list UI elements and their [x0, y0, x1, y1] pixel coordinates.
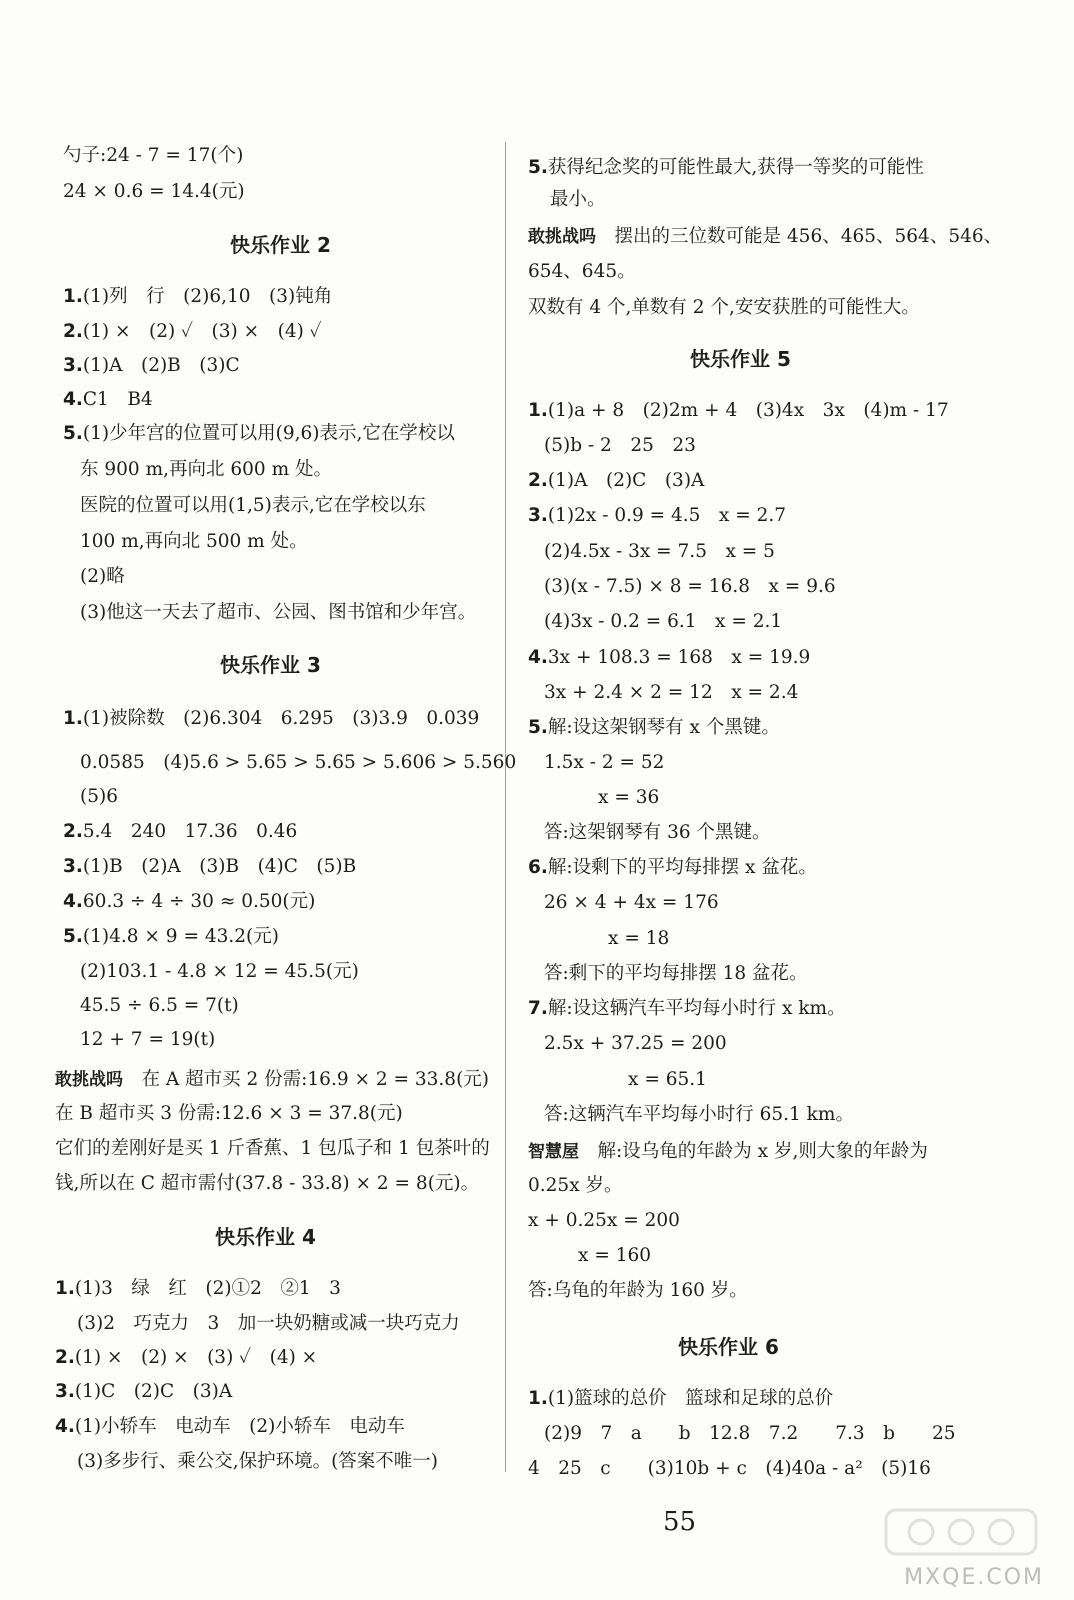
- section-title: 快乐作业 3: [220, 653, 321, 677]
- answer-line: (3)多步行、乘公交,保护环境。(答案不唯一): [77, 1451, 439, 1472]
- answer-line: 医院的位置可以用(1,5)表示,它在学校以东: [80, 495, 426, 516]
- answer-line: 3x + 2.4 × 2 = 12 x = 2.4: [544, 682, 799, 703]
- item-number: 7.: [528, 998, 548, 1019]
- answer-line: 1.(1)列 行 (2)6,10 (3)钝角: [63, 286, 333, 307]
- answer-line: 12 + 7 = 19(t): [80, 1029, 216, 1050]
- answer-line: 45.5 ÷ 6.5 = 7(t): [80, 995, 239, 1016]
- item-number: 4.: [528, 647, 548, 668]
- item-number: 3.: [63, 856, 83, 877]
- answer-line: 6.解:设剩下的平均每排摆 x 盆花。: [528, 857, 817, 878]
- answer-line: 0.0585 (4)5.6 > 5.65 > 5.65 > 5.606 > 5.560: [80, 752, 517, 773]
- answer-line: 1.5x - 2 = 52: [544, 752, 665, 773]
- item-number: 2.: [63, 321, 83, 342]
- answer-line: 1.(1)篮球的总价 篮球和足球的总价: [528, 1388, 834, 1409]
- answer-line: (3)他这一天去了超市、公园、图书馆和少年宫。: [80, 602, 477, 623]
- answer-line: (5)6: [80, 786, 118, 807]
- challenge-label: 敢挑战吗: [528, 227, 596, 247]
- item-number: 4.: [63, 891, 83, 912]
- text-line: 勺子:24 - 7 = 17(个): [63, 145, 244, 166]
- answer-line: 4.60.3 ÷ 4 ÷ 30 ≈ 0.50(元): [63, 891, 316, 912]
- answer-line: 2.5.4 240 17.36 0.46: [63, 821, 298, 842]
- challenge-line: 敢挑战吗 摆出的三位数可能是 456、465、564、546、: [528, 226, 1003, 247]
- answer-line: 答:这辆汽车平均每小时行 65.1 km。: [544, 1104, 854, 1125]
- answer-line: (2)9 7 a b 12.8 7.2 7.3 b 25: [544, 1423, 956, 1444]
- section-title: 快乐作业 4: [215, 1225, 316, 1249]
- answer-line: 2.(1) × (2) ✓ (3) × (4) ✓: [63, 321, 322, 342]
- answer-line: 26 × 4 + 4x = 176: [544, 892, 719, 913]
- text-line: 24 × 0.6 = 14.4(元): [63, 181, 245, 202]
- section-title: 快乐作业 5: [690, 347, 791, 371]
- answer-line: 5.解:设这架钢琴有 x 个黑键。: [528, 717, 780, 738]
- item-number: 2.: [63, 821, 83, 842]
- item-number: 4.: [55, 1416, 75, 1437]
- answer-line: (2)103.1 - 4.8 × 12 = 45.5(元): [80, 961, 359, 982]
- answer-line: 2.(1) × (2) × (3) ✓ (4) ×: [55, 1347, 318, 1368]
- item-number: 1.: [528, 400, 548, 421]
- challenge-line: 在 B 超市买 3 份需:12.6 × 3 = 37.8(元): [55, 1103, 403, 1124]
- answer-line: 最小。: [550, 189, 606, 210]
- section-title: 快乐作业 2: [230, 233, 331, 257]
- item-number: 5.: [528, 717, 548, 738]
- item-number: 5.: [63, 926, 83, 947]
- answer-line: 答:这架钢琴有 36 个黑键。: [544, 822, 771, 843]
- answer-line: (4)3x - 0.2 = 6.1 x = 2.1: [544, 611, 783, 632]
- challenge-line: 654、645。: [528, 261, 636, 282]
- item-number: 1.: [528, 1388, 548, 1409]
- item-number: 4.: [63, 389, 83, 410]
- item-number: 1.: [63, 708, 83, 729]
- answer-line: 1.(1)被除数 (2)6.304 6.295 (3)3.9 0.039: [63, 708, 480, 729]
- wisdom-label: 智慧屋: [528, 1142, 579, 1162]
- item-number: 2.: [528, 470, 548, 491]
- answer-line: 答:剩下的平均每排摆 18 盆花。: [544, 963, 808, 984]
- answer-line: 2.(1)A (2)C (3)A: [528, 470, 705, 491]
- answer-line: x = 65.1: [628, 1069, 707, 1090]
- answer-line: (3)2 巧克力 3 加一块奶糖或减一块巧克力: [77, 1313, 460, 1334]
- answer-line: 1.(1)a + 8 (2)2m + 4 (3)4x 3x (4)m - 17: [528, 400, 949, 421]
- wisdom-line: x + 0.25x = 200: [528, 1210, 680, 1231]
- item-number: 1.: [63, 286, 83, 307]
- answer-line: 4 25 c (3)10b + c (4)40a - a² (5)16: [528, 1458, 931, 1479]
- challenge-line: 它们的差刚好是买 1 斤香蕉、1 包瓜子和 1 包茶叶的: [55, 1138, 490, 1159]
- answer-line: 5.(1)4.8 × 9 = 43.2(元): [63, 926, 279, 947]
- wisdom-line: x = 160: [578, 1245, 652, 1266]
- challenge-line: 敢挑战吗 在 A 超市买 2 份需:16.9 × 2 = 33.8(元): [55, 1069, 490, 1090]
- answer-line: 4.3x + 108.3 = 168 x = 19.9: [528, 647, 811, 668]
- answer-line: 100 m,再向北 500 m 处。: [80, 531, 308, 552]
- answer-line: x = 18: [608, 928, 670, 949]
- item-number: 5.: [63, 423, 83, 444]
- item-number: 6.: [528, 857, 548, 878]
- item-number: 3.: [63, 355, 83, 376]
- item-number: 3.: [528, 505, 548, 526]
- item-number: 2.: [55, 1347, 75, 1368]
- answer-line: 1.(1)3 绿 红 (2)①2 ②1 3: [55, 1278, 341, 1299]
- answer-line: 5.(1)少年宫的位置可以用(9,6)表示,它在学校以: [63, 423, 455, 444]
- answer-line: 5.获得纪念奖的可能性最大,获得一等奖的可能性: [528, 157, 924, 178]
- item-number: 5.: [528, 157, 548, 178]
- watermark-text: MXQE.COM: [904, 1565, 1044, 1590]
- answer-line: (5)b - 2 25 23: [544, 435, 696, 456]
- answer-line: 4.(1)小轿车 电动车 (2)小轿车 电动车: [55, 1416, 405, 1437]
- answer-line: 3.(1)C (2)C (3)A: [55, 1381, 233, 1402]
- challenge-line: 双数有 4 个,单数有 2 个,安安获胜的可能性大。: [528, 297, 920, 318]
- wisdom-line: 智慧屋 解:设乌龟的年龄为 x 岁,则大象的年龄为: [528, 1141, 928, 1162]
- answer-line: 2.5x + 37.25 = 200: [544, 1033, 727, 1054]
- answer-line: (2)略: [80, 566, 125, 587]
- answer-line: 3.(1)B (2)A (3)B (4)C (5)B: [63, 856, 357, 877]
- answer-line: (2)4.5x - 3x = 7.5 x = 5: [544, 541, 775, 562]
- answer-line: (3)(x - 7.5) × 8 = 16.8 x = 9.6: [544, 576, 836, 597]
- column-divider: [505, 142, 506, 1472]
- answer-line: 3.(1)2x - 0.9 = 4.5 x = 2.7: [528, 505, 787, 526]
- item-number: 3.: [55, 1381, 75, 1402]
- section-title: 快乐作业 6: [678, 1335, 779, 1359]
- answer-line: 东 900 m,再向北 600 m 处。: [80, 459, 332, 480]
- answer-line: 4.C1 B4: [63, 389, 153, 410]
- challenge-line: 钱,所以在 C 超市需付(37.8 - 33.8) × 2 = 8(元)。: [55, 1173, 480, 1194]
- answer-line: 7.解:设这辆汽车平均每小时行 x km。: [528, 998, 846, 1019]
- answer-line: x = 36: [598, 787, 660, 808]
- page-number: 55: [663, 1507, 697, 1537]
- wisdom-line: 答:乌龟的年龄为 160 岁。: [528, 1280, 748, 1301]
- challenge-label: 敢挑战吗: [55, 1070, 123, 1090]
- item-number: 1.: [55, 1278, 75, 1299]
- answer-line: 3.(1)A (2)B (3)C: [63, 355, 240, 376]
- wisdom-line: 0.25x 岁。: [528, 1175, 623, 1196]
